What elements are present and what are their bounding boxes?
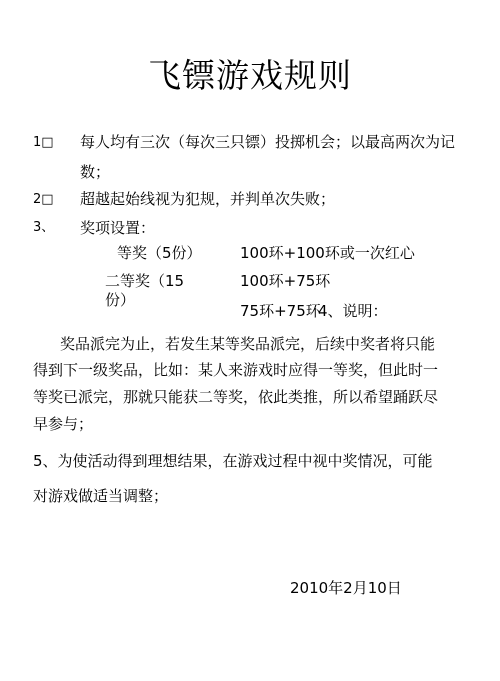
explanation-line-1: 奖品派完为止，若发生某等奖品派完，后续中奖者将只能 <box>60 335 436 353</box>
explanation-line-3: 等奖已派完，那就只能获二等奖，依此类推，所以希望踊跃尽 <box>33 388 439 406</box>
explanation-line-4: 早参与； <box>33 415 94 433</box>
rule-5-text-continued: 对游戏做适当调整； <box>33 487 169 505</box>
rule-3-number: 3、 <box>33 220 55 235</box>
second-prize-label: 二等奖（15 <box>105 272 185 290</box>
first-prize-value: 100环+100环或一次红心 <box>240 244 415 262</box>
note-label: 4、说明： <box>318 302 388 320</box>
page-title: 飞镖游戏规则 <box>148 56 352 95</box>
rule-2-number: 2□ <box>33 192 54 207</box>
rule-2-text: 超越起始线视为犯规，并判单次失败； <box>80 190 336 208</box>
third-prize-value: 75环+75环 <box>240 302 321 320</box>
explanation-line-2: 得到下一级奖品，比如：某人来游戏时应得一等奖，但此时一 <box>33 361 439 379</box>
second-prize-value: 100环+75环 <box>240 272 331 290</box>
second-prize-label-continued: 份） <box>105 291 136 309</box>
rule-1-text: 每人均有三次（每次三只镖）投掷机会；以最高两次为记 <box>80 133 456 151</box>
rule-1-text-continued: 数； <box>80 163 111 181</box>
rule-5-text: 5、为使活动得到理想结果，在游戏过程中视中奖情况，可能 <box>33 452 433 470</box>
rule-1-number: 1□ <box>33 135 54 150</box>
rule-3-text: 奖项设置： <box>80 219 156 237</box>
first-prize-label: 等奖（5份） <box>117 244 202 262</box>
document-date: 2010年2月10日 <box>290 579 402 597</box>
